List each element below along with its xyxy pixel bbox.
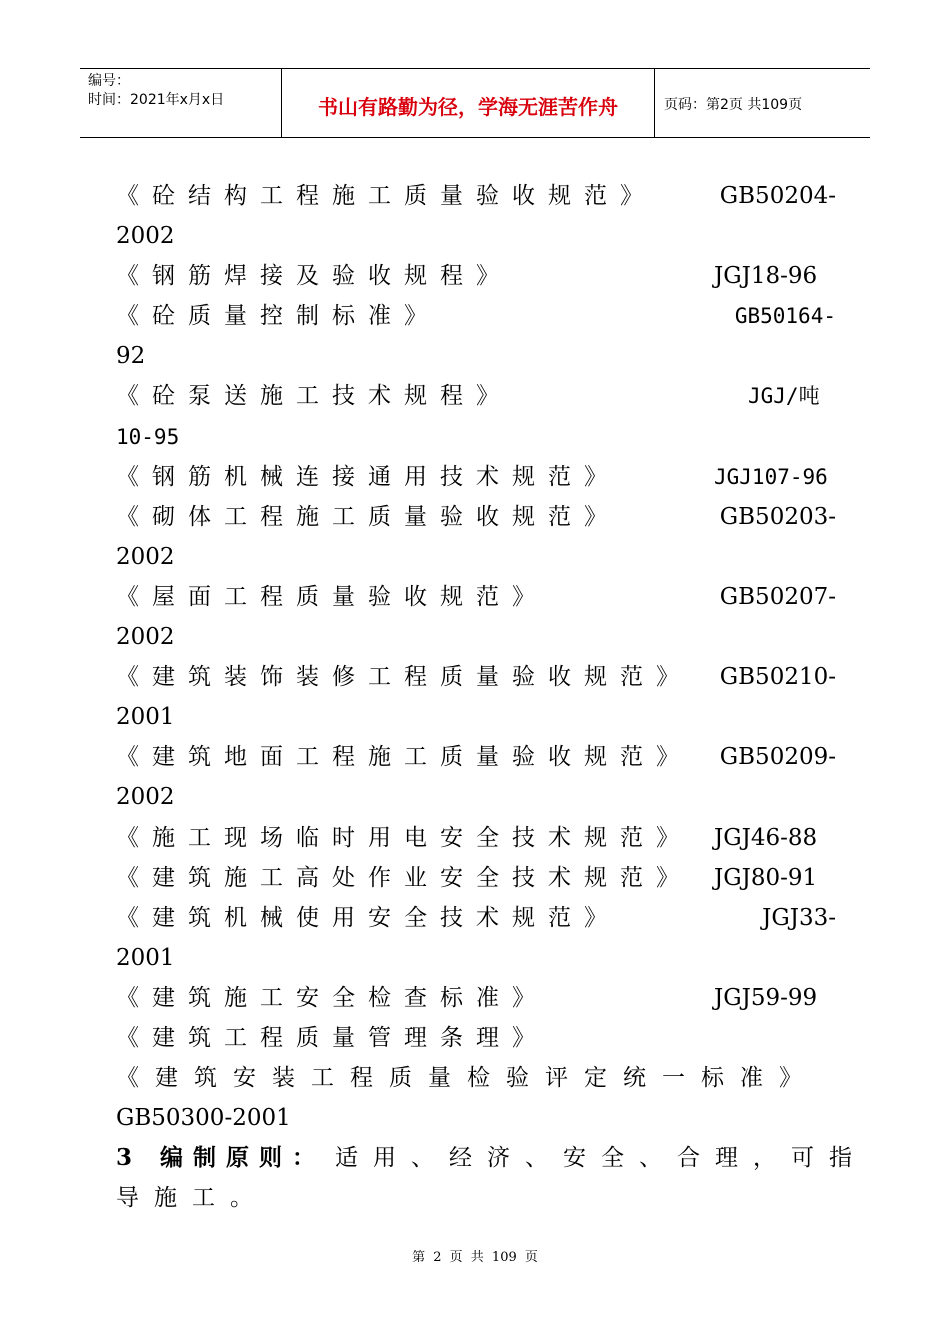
standard-code-continuation: 2001 — [116, 944, 175, 971]
header-motto: 书山有路勤为径，学海无涯苦作舟 — [318, 95, 618, 119]
standard-code: GB50209- — [719, 744, 836, 771]
standard-code: JGJ46-88 — [714, 824, 818, 851]
date-label: 时间：2021年x月x日 — [88, 92, 225, 108]
standard-code: GB50207- — [719, 583, 836, 610]
principle-heading: 3 编制原则： — [116, 1144, 326, 1172]
standard-title: 《砼泵送施工技术规程》 — [116, 383, 512, 410]
standard-title: 《砼结构工程施工质量验收规范》 — [116, 183, 656, 209]
standard-code-continuation: 92 — [116, 343, 146, 370]
standard-code-continuation: 2002 — [116, 543, 175, 570]
standard-item — [116, 457, 836, 497]
document-body — [116, 176, 868, 1218]
standard-item — [116, 657, 836, 697]
standard-code-continuation: 2002 — [116, 223, 175, 250]
standard-item — [116, 256, 836, 296]
standard-code: JGJ80-91 — [714, 864, 818, 891]
standard-item — [116, 858, 836, 898]
standard-code: JGJ107-96 — [714, 464, 828, 489]
standard-code: GB50210- — [719, 664, 836, 691]
standard-item — [116, 376, 836, 416]
standard-item — [116, 737, 836, 777]
standard-code: JGJ33- — [762, 904, 836, 931]
principle-line — [116, 1138, 868, 1178]
header-divider — [654, 69, 655, 137]
standard-code-continuation: 10-95 — [116, 424, 180, 449]
header-page-info: 页码：第2页 共109页 — [664, 97, 803, 113]
standard-code: JGJ18-96 — [714, 263, 818, 290]
standard-code-continuation: 2001 — [116, 704, 175, 731]
standard-title: 《建筑安装工程质量检验评定统一标准》 — [116, 1065, 818, 1092]
page-footer: 第 2 页 共 109 页 — [412, 1250, 538, 1265]
page-header — [80, 68, 870, 138]
principle-text: 适用、经济、安全、合理，可指 — [335, 1145, 868, 1172]
serial-number-label: 编号： — [88, 73, 130, 89]
principle-continuation: 导施工。 — [116, 1185, 268, 1212]
standard-item — [116, 497, 836, 537]
standard-title: 《砌体工程施工质量验收规范》 — [116, 503, 620, 530]
standard-title: 《建筑机械使用安全技术规范》 — [116, 904, 620, 931]
standard-item — [116, 898, 836, 938]
standard-item — [116, 176, 836, 216]
standard-title: 《钢筋焊接及验收规程》 — [116, 263, 512, 290]
standard-item — [116, 1058, 836, 1098]
standard-code: GB50203- — [719, 503, 836, 530]
standard-title: 《砼质量控制标准》 — [116, 303, 440, 330]
standard-title: 《建筑装饰装修工程质量验收规范》 — [116, 664, 692, 691]
standard-code-continuation: GB50300-2001 — [116, 1105, 291, 1132]
standard-title: 《建筑施工高处作业安全技术规范》 — [116, 864, 692, 891]
standard-title: 《建筑施工安全检查标准》 — [116, 984, 548, 1011]
standard-title: 《屋面工程质量验收规范》 — [116, 583, 548, 610]
standard-code: GB50164- — [734, 304, 836, 329]
standard-title: 《施工现场临时用电安全技术规范》 — [116, 824, 692, 851]
standard-title: 《建筑地面工程施工质量验收规范》 — [116, 744, 692, 771]
standard-code: GB50204- — [719, 183, 836, 209]
standard-title: 《钢筋机械连接通用技术规范》 — [116, 463, 620, 490]
standard-code: JGJ59-99 — [714, 984, 818, 1011]
standard-item — [116, 296, 836, 336]
standard-title: 《建筑工程质量管理条理》 — [116, 1024, 548, 1051]
standard-item — [116, 978, 836, 1018]
header-meta — [88, 72, 278, 110]
standard-code-continuation: 2002 — [116, 784, 175, 811]
standard-item — [116, 818, 836, 858]
standard-code-continuation: 2002 — [116, 624, 175, 651]
standard-code: JGJ/吨 — [748, 384, 820, 409]
standard-item — [116, 577, 836, 617]
standard-item — [116, 1018, 836, 1058]
